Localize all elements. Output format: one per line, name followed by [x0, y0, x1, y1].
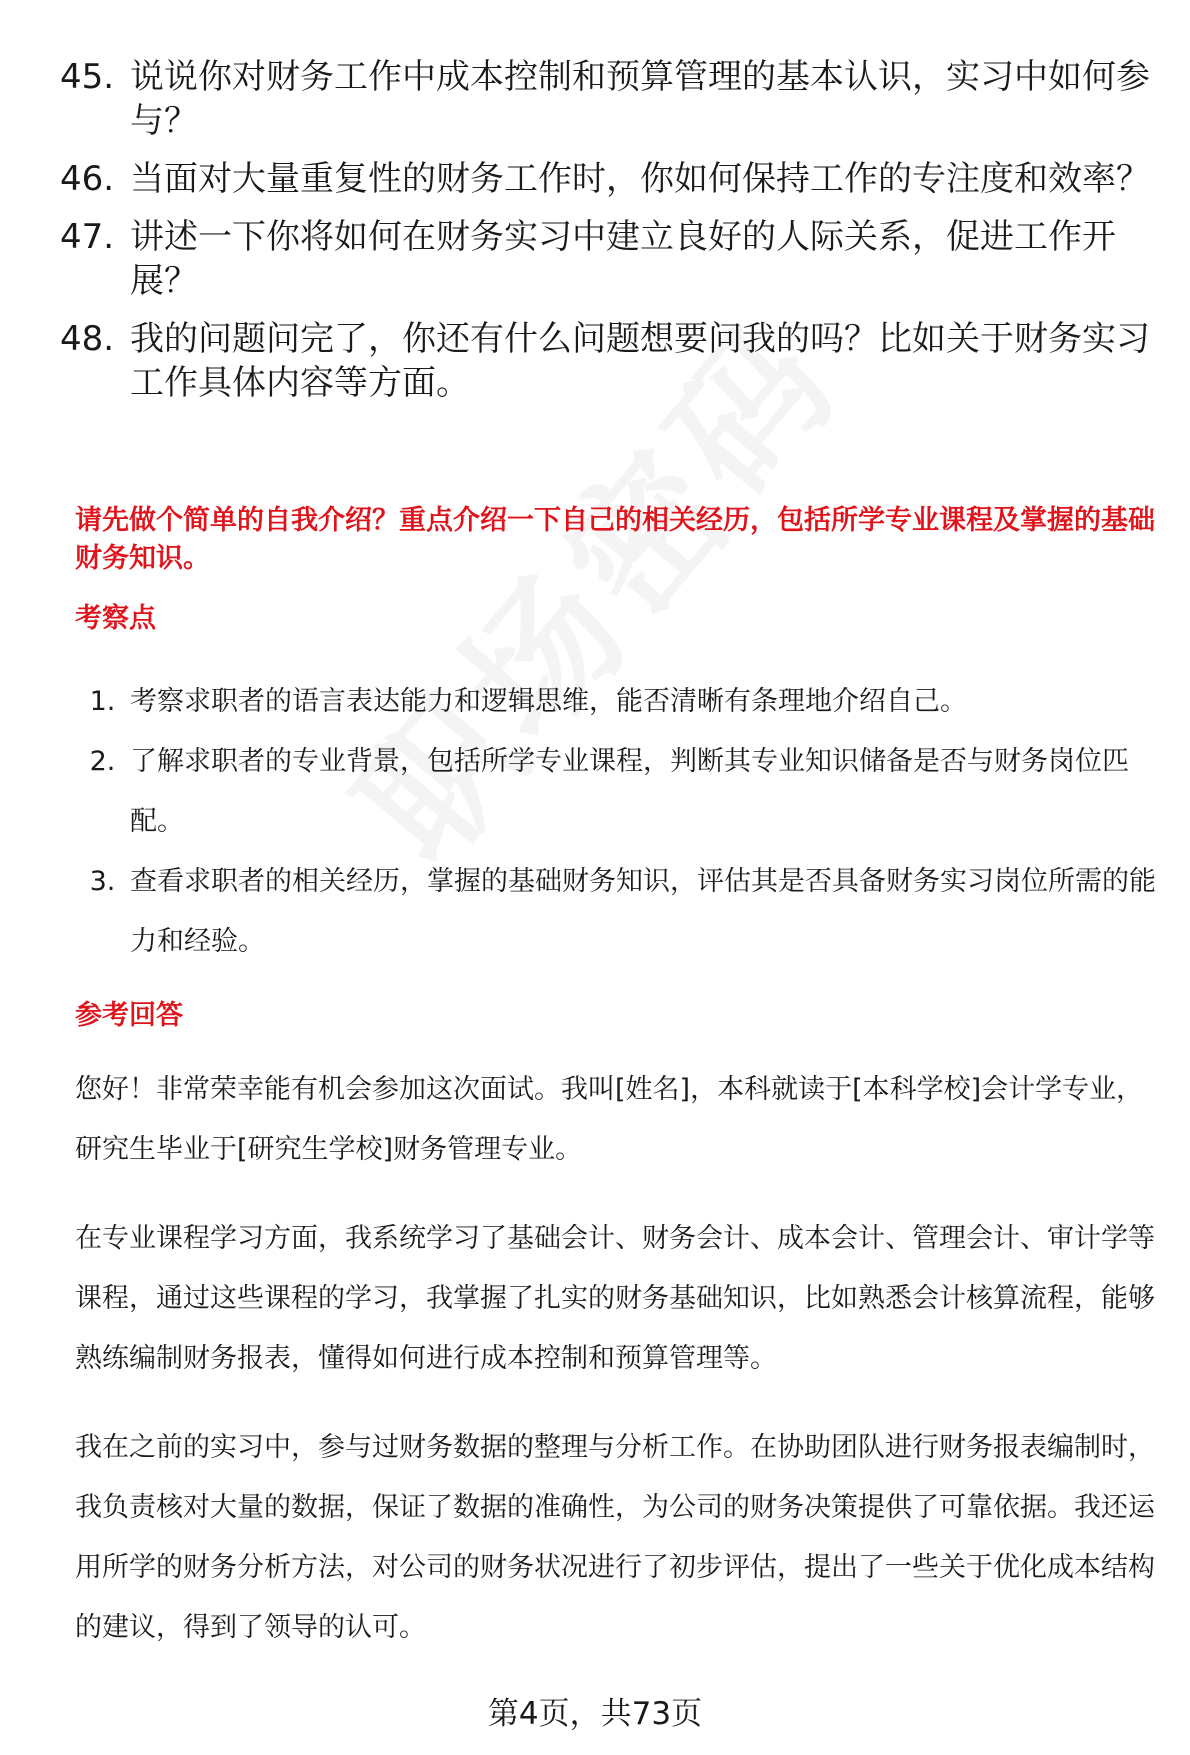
assessment-point: [75, 672, 1160, 732]
question-list: [60, 55, 1150, 419]
point-text: 查看求职者的相关经历，掌握的基础财务知识，评估其是否具备财务实习岗位所需的能力和经验。: [130, 866, 1156, 957]
assessment-heading: 考察点: [75, 603, 156, 634]
question-number: 46.: [60, 159, 115, 199]
point-number: 1.: [89, 686, 116, 717]
point-text: 了解求职者的专业背景，包括所学专业课程，判断其专业知识储备是否与财务岗位匹配。: [130, 746, 1129, 837]
page-footer: 第4页，共73页: [487, 1696, 703, 1732]
assessment-point: [75, 852, 1160, 972]
point-number: 2.: [89, 746, 116, 777]
question-item: [60, 55, 1150, 143]
question-number: 47.: [60, 217, 115, 257]
question-number: 48.: [60, 319, 115, 359]
answer-paragraph: 我在之前的实习中，参与过财务数据的整理与分析工作。在协助团队进行财务报表编制时，我负责核对大量的数据，保证了数据的准确性，为公司的财务决策提供了可靠依据。我还运用所学的财务分析方法，对公司的财务状况进行了初步评估，提出了一些关于优化成本结构的建议，得到了领导的认可。: [75, 1432, 1155, 1643]
question-text: 当面对大量重复性的财务工作时，你如何保持工作的专注度和效率？: [130, 159, 1150, 199]
assessment-point: [75, 732, 1160, 852]
question-text: 我的问题问完了，你还有什么问题想要问我的吗？比如关于财务实习工作具体内容等方面。: [130, 319, 1150, 403]
question-item: [60, 215, 1150, 303]
point-text: 考察求职者的语言表达能力和逻辑思维，能否清晰有条理地介绍自己。: [130, 686, 967, 717]
question-item: [60, 317, 1150, 405]
main-question-heading: 请先做个简单的自我介绍？重点介绍一下自己的相关经历，包括所学专业课程及掌握的基础财务知识。: [75, 505, 1155, 574]
answer-heading: 参考回答: [75, 1000, 183, 1031]
point-number: 3.: [89, 866, 116, 897]
question-text: 说说你对财务工作中成本控制和预算管理的基本认识，实习中如何参与？: [130, 57, 1150, 141]
question-number: 45.: [60, 57, 115, 97]
answer-body: [75, 1060, 1165, 1687]
question-item: [60, 157, 1150, 201]
answer-paragraph: 您好！非常荣幸能有机会参加这次面试。我叫[姓名]，本科就读于[本科学校]会计学专业，研究生毕业于[研究生学校]财务管理专业。: [75, 1074, 1144, 1165]
question-text: 讲述一下你将如何在财务实习中建立良好的人际关系，促进工作开展？: [130, 217, 1116, 301]
assessment-points: [75, 672, 1160, 972]
answer-paragraph: 在专业课程学习方面，我系统学习了基础会计、财务会计、成本会计、管理会计、审计学等课程，通过这些课程的学习，我掌握了扎实的财务基础知识，比如熟悉会计核算流程，能够熟练编制财务报表，懂得如何进行成本控制和预算管理等。: [75, 1223, 1155, 1374]
